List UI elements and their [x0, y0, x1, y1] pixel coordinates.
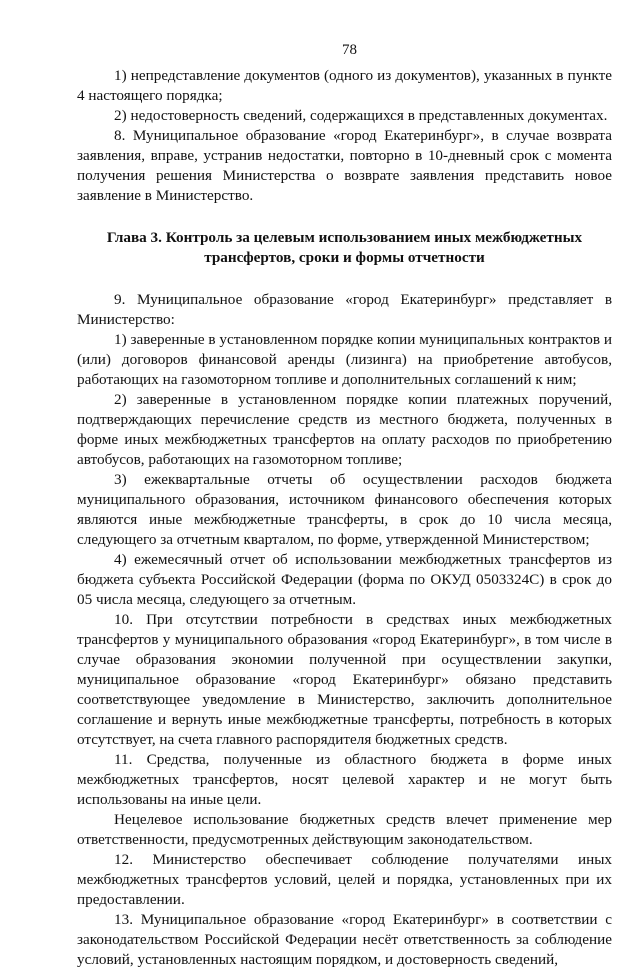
chapter-heading-line-1: Глава 3. Контроль за целевым использованием иных межбюджетных	[106, 229, 583, 246]
paragraph-item-2: 2) недостоверность сведений, содержащихся в представленных документах.	[114, 107, 608, 124]
paragraph-point-9-item-4: 4) ежемесячный отчет об использовании межбюджетных трансфертов из бюджета субъекта Российской Федерации (форма по ОКУД 0503324С) в срок до 05 числа месяца, следующего за отчетным.	[77, 551, 612, 608]
paragraph-point-9-item-3: 3) ежеквартальные отчеты об осуществлении расходов бюджета муниципального образования, источником финансового обеспечения которых являются иные межбюджетные трансферты, в срок до 10 числа месяца, следующего за отчетным кварталом, по форме, утвержденной Министерством;	[77, 471, 612, 548]
paragraph-point-13: 13. Муниципальное образование «город Екатеринбург» в соответствии с законодательством Российской Федерации несёт ответственность за соблюдение условий, установленных настоящим порядком, и достоверность сведений,	[77, 911, 612, 968]
page-number: 78	[342, 42, 357, 58]
paragraph-point-9-item-1: 1) заверенные в установленном порядке копии муниципальных контрактов и (или) договоров финансовой аренды (лизинга) на приобретение автобусов, работающих на газомоторном топливе и дополнительных соглашений к ним;	[77, 331, 612, 388]
paragraph-point-12: 12. Министерство обеспечивает соблюдение получателями иных межбюджетных трансфертов условий, целей и порядка, установленных при их предоставлении.	[77, 851, 612, 908]
paragraph-point-8: 8. Муниципальное образование «город Екатеринбург», в случае возврата заявления, вправе, устранив недостатки, повторно в 10-дневный срок с момента получения решения Министерства о возврате заявления представить новое заявление в Министерство.	[77, 127, 612, 204]
paragraph-point-10: 10. При отсутствии потребности в средствах иных межбюджетных трансфертов у муниципального образования «город Екатеринбург», в том числе в случае образования экономии полученной при осуществлении закупки, муниципальное образование «город Екатеринбург» обязано представить соответствующее уведомление в Министерство, заключить дополнительное соглашение и вернуть иные межбюджетные трансферты, потребность в которых отсутствует, на счета главного распорядителя бюджетных средств.	[77, 611, 612, 748]
paragraph-item-1: 1) непредставление документов (одного из документов), указанных в пункте 4 настоящего порядка;	[77, 67, 612, 104]
paragraph-misuse: Нецелевое использование бюджетных средств влечет применение мер ответственности, предусмотренных действующим законодательством.	[77, 811, 612, 848]
chapter-heading-line-2: трансфертов, сроки и формы отчетности	[204, 249, 485, 266]
paragraph-point-11: 11. Средства, полученные из областного бюджета в форме иных межбюджетных трансфертов, носят целевой характер и не могут быть использованы на иные цели.	[77, 751, 612, 808]
chapter-heading	[77, 228, 612, 268]
paragraph-point-9-item-2: 2) заверенные в установленном порядке копии платежных поручений, подтверждающих перечисление средств из местного бюджета, полученных в форме иных межбюджетных трансфертов на оплату расходов по приобретению автобусов, работающих на газомоторном топливе;	[77, 391, 612, 468]
paragraph-point-9: 9. Муниципальное образование «город Екатеринбург» представляет в Министерство:	[77, 291, 612, 328]
